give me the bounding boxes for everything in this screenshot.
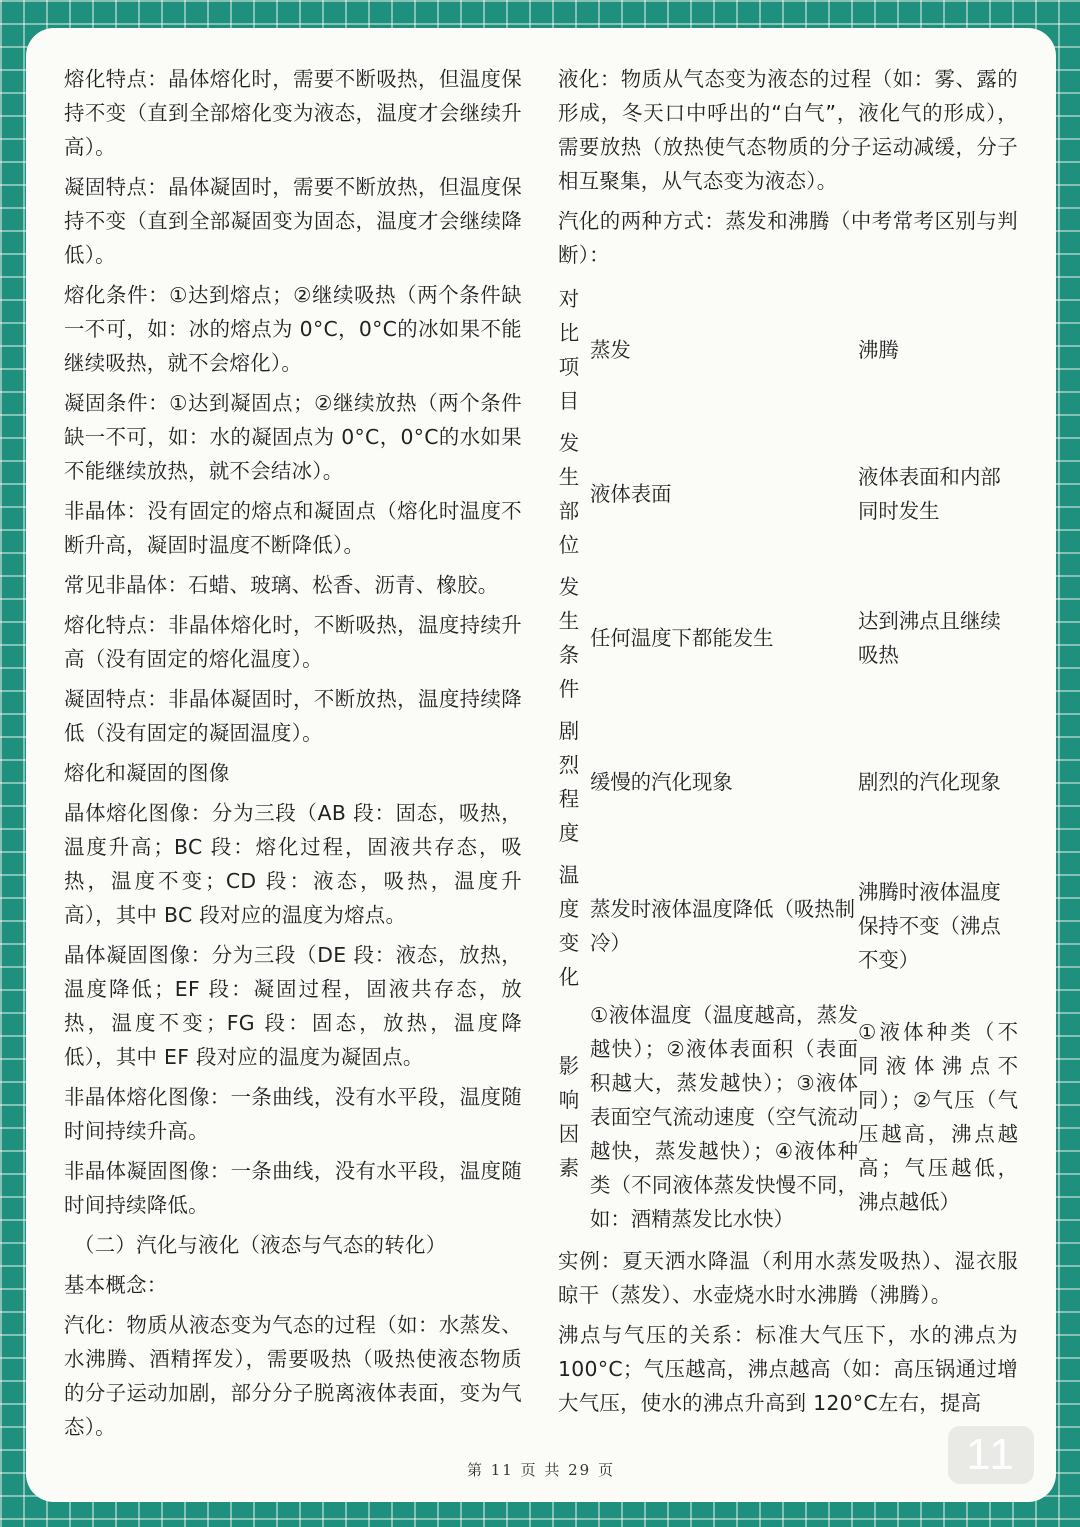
row-header: 温度变化 [558,863,580,989]
row-header: 剧烈程度 [558,719,580,845]
paragraph: 凝固特点：非晶体凝固时，不断放热，温度持续降低（没有固定的凝固温度）。 [64,687,522,745]
column-header: 蒸发 [590,338,631,362]
paragraph: 熔化特点：晶体熔化时，需要不断吸热，但温度保持不变（直到全部熔化变为液态，温度才会继续升高）。 [64,67,522,159]
table-cell: 沸腾时液体温度保持不变（沸点不变） [858,880,1001,972]
paragraph: 晶体凝固图像：分为三段（DE 段：液态，放热，温度降低；EF 段：凝固过程，固液共存态，放热，温度不变；FG 段：固态，放热，温度降低），其中 EF 段对应的温度为凝固点。 [64,943,522,1069]
paragraph: 熔化特点：非晶体熔化时，不断吸热，温度持续升高（没有固定的熔化温度）。 [64,613,522,671]
paragraph: 常见非晶体：石蜡、玻璃、松香、沥青、橡胶。 [64,573,499,597]
paragraph: 非晶体凝固图像：一条曲线，没有水平段，温度随时间持续降低。 [64,1159,522,1217]
paragraph: 液化：物质从气态变为液态的过程（如：雾、露的形成，冬天口中呼出的“白气”，液化气的形成），需要放热（放热使气态物质的分子运动减缓，分子相互聚集，从气态变为液态）。 [558,67,1018,193]
paragraph: 沸点与气压的关系：标准大气压下，水的沸点为 100°C；气压越高，沸点越高（如：高压锅通过增大气压，使水的沸点升高到 120°C左右，提高 [558,1323,1018,1415]
row-header: 发生部位 [558,431,580,557]
paragraph: 熔化条件：①达到熔点；②继续吸热（两个条件缺一不可，如：冰的熔点为 0°C，0°C的冰如果不能继续吸热，就不会熔化）。 [64,283,522,375]
row-header: 对比项目 [558,287,580,413]
table-cell: 达到沸点且继续吸热 [858,609,1001,667]
table-row [558,566,1018,710]
paragraph: 非晶体：没有固定的熔点和凝固点（熔化时温度不断升高，凝固时温度不断降低）。 [64,499,522,557]
left-column [64,62,522,1450]
subheading: 熔化和凝固的图像 [64,761,230,785]
table-header-row [558,278,1018,422]
paragraph: 汽化的两种方式：蒸发和沸腾（中考常考区别与判断）： [558,209,1018,267]
paragraph: 实例：夏天洒水降温（利用水蒸发吸热）、湿衣服晾干（蒸发）、水壶烧水时水沸腾（沸腾）。 [558,1249,1018,1307]
table-cell: 蒸发时液体温度降低（吸热制冷） [590,897,856,955]
table-cell: ①液体种类（不同液体沸点不同）；②气压（气压越高，沸点越高；气压越低，沸点越低） [858,1020,1018,1214]
right-column [558,62,1018,1426]
table-row [558,710,1018,854]
subheading: 基本概念： [64,1273,168,1297]
column-header: 沸腾 [858,338,899,362]
paragraph: 晶体熔化图像：分为三段（AB 段：固态，吸热，温度升高；BC 段：熔化过程，固液共存态，吸热，温度不变；CD 段：液态，吸热，温度升高），其中 BC 段对应的温度为熔点。 [64,801,522,927]
table-row [558,998,1018,1236]
table-row [558,422,1018,566]
table-cell: 缓慢的汽化现象 [590,770,733,794]
row-header: 影响因素 [558,1054,580,1180]
paragraph: 汽化：物质从液态变为气态的过程（如：水蒸发、水沸腾、酒精挥发），需要吸热（吸热使液态物质的分子运动加剧，部分分子脱离液体表面，变为气态）。 [64,1313,522,1439]
table-cell: 剧烈的汽化现象 [858,770,1001,794]
table-row [558,854,1018,998]
table-cell: ①液体温度（温度越高，蒸发越快）；②液体表面积（表面积越大，蒸发越快）；③液体表面空气流动速度（空气流动越快，蒸发越快）；④液体种类（不同液体蒸发快慢不同，如：酒精蒸发比水快） [590,1003,858,1231]
table-cell: 液体表面 [590,482,672,506]
section-heading: （二）汽化与液化（液态与气态的转化） [74,1233,447,1257]
row-header: 发生条件 [558,575,580,701]
table-cell: 液体表面和内部同时发生 [858,465,1001,523]
table-cell: 任何温度下都能发生 [590,626,774,650]
paragraph: 凝固条件：①达到凝固点；②继续放热（两个条件缺一不可，如：水的凝固点为 0°C，0°C的水如果不能继续放热，就不会结冰）。 [64,391,522,483]
page-footer: 第 11 页 共 29 页 [466,1461,615,1479]
paragraph: 凝固特点：晶体凝固时，需要不断放热，但温度保持不变（直到全部凝固变为固态，温度才会继续降低）。 [64,175,522,267]
paragraph: 非晶体熔化图像：一条曲线，没有水平段，温度随时间持续升高。 [64,1085,522,1143]
document-page [26,28,1056,1502]
comparison-table [558,278,1018,1236]
page-number-badge: 11 [948,1426,1034,1484]
